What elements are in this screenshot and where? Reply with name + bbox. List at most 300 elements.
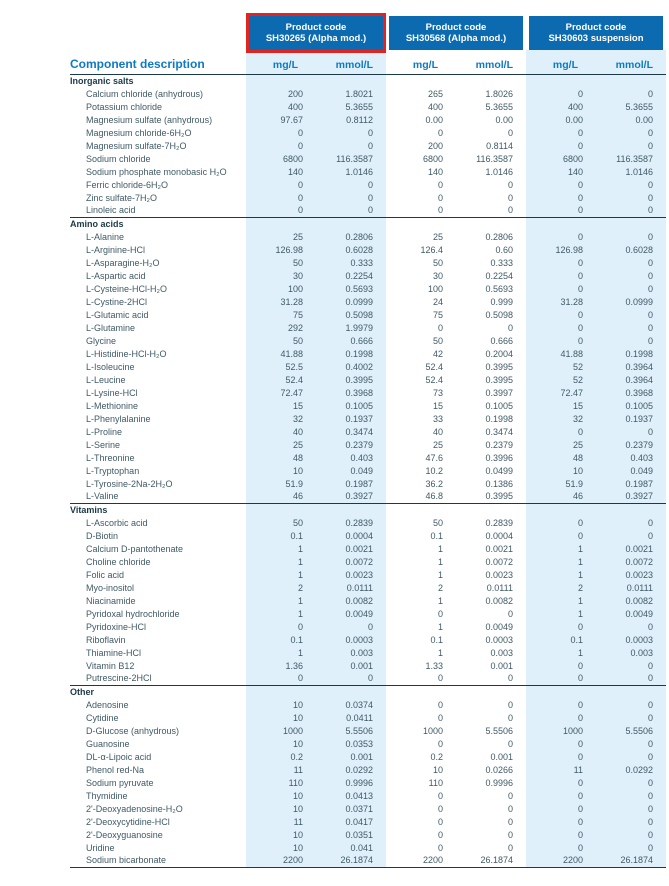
- section-title: Other: [70, 685, 246, 698]
- value-mmol-l: 26.1874: [586, 854, 666, 867]
- value-mmol-l: 0.001: [490, 751, 513, 762]
- value-mg-l: 0: [526, 776, 586, 789]
- component-row: [70, 256, 666, 269]
- component-row: [70, 802, 666, 815]
- component-row: [70, 516, 666, 529]
- value-mg-l: 140: [246, 165, 306, 178]
- value-mmol-l: 0.3996: [485, 452, 513, 463]
- component-label: Choline chloride: [86, 556, 151, 567]
- component-row: [70, 152, 666, 165]
- value-mmol-l: 0.049: [586, 464, 666, 477]
- component-label: Ferric chloride-6H₂O: [86, 179, 169, 190]
- value-mmol-l: 0.666: [306, 334, 386, 347]
- component-row: [70, 204, 666, 217]
- component-row: [70, 659, 666, 672]
- section-spacer-cell: [446, 685, 526, 698]
- component-label: L-Asparagine-H₂O: [86, 257, 160, 268]
- component-label: L-Aspartic acid: [86, 270, 146, 281]
- component-row: [70, 555, 666, 568]
- section-spacer-cell: [526, 217, 586, 230]
- value-mmol-l: 0.3968: [306, 386, 386, 399]
- value-mg-l: 0: [437, 179, 443, 190]
- product-code-header-row: [246, 16, 666, 50]
- product-code-value: SH30603 suspension: [548, 33, 644, 44]
- value-mg-l: 48: [246, 451, 306, 464]
- value-mmol-l: 0: [507, 322, 513, 333]
- value-mg-l: 0: [526, 815, 586, 828]
- value-mmol-l: 0.333: [306, 256, 386, 269]
- value-mmol-l: 0.0353: [306, 737, 386, 750]
- value-mmol-l: 0.999: [490, 296, 513, 307]
- component-row: [70, 789, 666, 802]
- value-mmol-l: 5.5506: [485, 725, 513, 736]
- section-spacer-cell: [586, 685, 666, 698]
- section-header-row: [70, 217, 666, 230]
- component-row: [70, 373, 666, 386]
- value-mmol-l: 0.8114: [486, 140, 513, 151]
- value-mmol-l: 0.0003: [586, 633, 666, 646]
- component-label: L-Threonine: [86, 452, 135, 463]
- component-row: [70, 334, 666, 347]
- value-mmol-l: 116.3587: [476, 153, 513, 164]
- unit-header-mmol-l: mmol/L: [306, 50, 386, 74]
- section-spacer-cell: [386, 217, 446, 230]
- component-label: Glycine: [86, 335, 117, 346]
- value-mg-l: 0: [526, 698, 586, 711]
- value-mg-l: 32: [526, 412, 586, 425]
- value-mmol-l: 26.1874: [446, 854, 526, 867]
- value-mmol-l: 0: [586, 750, 666, 763]
- section-spacer-cell: [246, 217, 306, 230]
- unit-header-mg-l: mg/L: [526, 50, 586, 74]
- value-mg-l: 15: [246, 399, 306, 412]
- value-mmol-l: 0: [507, 738, 513, 749]
- value-mg-l: 51.9: [246, 477, 306, 490]
- value-mg-l: 0: [526, 711, 586, 724]
- value-mmol-l: 0.0003: [485, 634, 513, 645]
- value-mg-l: 0: [437, 127, 443, 138]
- value-mg-l: 30: [246, 269, 306, 282]
- value-mmol-l: 0.001: [490, 660, 513, 671]
- value-mmol-l: 0.2806: [306, 230, 386, 243]
- section-header-row: [70, 503, 666, 516]
- component-row: [70, 581, 666, 594]
- component-label: Cytidine: [86, 712, 119, 723]
- value-mmol-l: 0: [507, 699, 513, 710]
- component-label: Pyridoxal hydrochloride: [86, 608, 180, 619]
- component-row: [70, 776, 666, 789]
- component-label: L-Tyrosine-2Na-2H₂O: [86, 478, 173, 489]
- value-mmol-l: 0.049: [306, 464, 386, 477]
- value-mg-l: 51.9: [526, 477, 586, 490]
- component-row: [70, 399, 666, 412]
- product-code-box: [529, 16, 663, 50]
- value-mg-l: 1.33: [425, 660, 443, 671]
- product-header-sh30265: [246, 16, 386, 50]
- product-code-box-highlighted: [249, 16, 383, 50]
- value-mg-l: 2: [437, 582, 443, 593]
- value-mg-l: 0: [526, 672, 586, 685]
- value-mg-l: 2: [246, 581, 306, 594]
- value-mg-l: 0: [246, 620, 306, 633]
- component-row: [70, 230, 666, 243]
- value-mg-l: 31.28: [246, 295, 306, 308]
- value-mg-l: 0: [246, 191, 306, 204]
- value-mmol-l: 0.0111: [486, 582, 513, 593]
- value-mmol-l: 0.5098: [485, 309, 513, 320]
- value-mg-l: 52.4: [425, 374, 443, 385]
- value-mg-l: 126.98: [246, 243, 306, 256]
- value-mmol-l: 0.403: [306, 451, 386, 464]
- value-mmol-l: 0: [586, 737, 666, 750]
- value-mg-l: 50: [432, 517, 443, 528]
- value-mg-l: 75: [432, 309, 443, 320]
- component-row: [70, 438, 666, 451]
- value-mmol-l: 0.0049: [306, 607, 386, 620]
- component-label: Sodium chloride: [86, 153, 151, 164]
- value-mg-l: 50: [246, 256, 306, 269]
- component-label: L-Cystine-2HCl: [86, 296, 148, 307]
- value-mmol-l: 0.3474: [485, 426, 513, 437]
- component-row: [70, 464, 666, 477]
- component-row: [70, 724, 666, 737]
- value-mg-l: 41.88: [246, 347, 306, 360]
- value-mg-l: 0.00: [425, 114, 443, 125]
- value-mmol-l: 0.1998: [586, 347, 666, 360]
- value-mmol-l: 0.1987: [306, 477, 386, 490]
- component-row: [70, 165, 666, 178]
- value-mg-l: 1: [526, 646, 586, 659]
- value-mg-l: 6800: [246, 152, 306, 165]
- value-mg-l: 15: [526, 399, 586, 412]
- value-mmol-l: 0: [586, 256, 666, 269]
- value-mg-l: 25: [432, 231, 443, 242]
- value-mg-l: 1: [526, 568, 586, 581]
- unit-header-mmol-l: mmol/L: [475, 58, 513, 71]
- value-mmol-l: 0.6028: [306, 243, 386, 256]
- value-mmol-l: 0.3995: [306, 373, 386, 386]
- value-mg-l: 0: [437, 829, 443, 840]
- value-mmol-l: 0.0082: [485, 595, 513, 606]
- value-mg-l: 0: [526, 659, 586, 672]
- component-table-body: [70, 74, 666, 867]
- component-row: [70, 737, 666, 750]
- value-mg-l: 0: [526, 178, 586, 191]
- value-mmol-l: 0: [586, 139, 666, 152]
- value-mg-l: 1.36: [246, 659, 306, 672]
- value-mmol-l: 0.2379: [306, 438, 386, 451]
- value-mg-l: 40: [246, 425, 306, 438]
- value-mg-l: 0: [246, 139, 306, 152]
- value-mmol-l: 0: [586, 789, 666, 802]
- value-mmol-l: 0.003: [586, 646, 666, 659]
- value-mg-l: 10: [246, 464, 306, 477]
- value-mmol-l: 0: [507, 127, 513, 138]
- value-mg-l: 0: [526, 126, 586, 139]
- value-mmol-l: 0.9996: [306, 776, 386, 789]
- value-mmol-l: 26.1874: [306, 854, 386, 867]
- value-mg-l: 400: [246, 100, 306, 113]
- value-mmol-l: 0.0072: [306, 555, 386, 568]
- section-title: Inorganic salts: [70, 74, 246, 87]
- value-mmol-l: 0: [586, 282, 666, 295]
- value-mg-l: 1: [437, 556, 443, 567]
- value-mmol-l: 0: [586, 230, 666, 243]
- component-label: DL-α-Lipoic acid: [86, 751, 152, 762]
- component-label: Phenol red-Na: [86, 764, 145, 775]
- component-label: D-Biotin: [86, 530, 119, 541]
- component-label: Sodium phosphate monobasic H₂O: [86, 166, 227, 177]
- value-mg-l: 0: [526, 139, 586, 152]
- section-spacer-cell: [306, 74, 386, 87]
- value-mmol-l: 0.5098: [306, 308, 386, 321]
- component-label: Uridine: [86, 842, 115, 853]
- component-label: L-Glutamine: [86, 322, 136, 333]
- value-mg-l: 0: [437, 816, 443, 827]
- value-mmol-l: 0.5693: [306, 282, 386, 295]
- value-mg-l: 0: [437, 608, 443, 619]
- value-mmol-l: 5.5506: [586, 724, 666, 737]
- value-mg-l: 0: [526, 334, 586, 347]
- product-code-label: Product code: [565, 21, 627, 33]
- value-mg-l: 0: [526, 230, 586, 243]
- value-mg-l: 0: [526, 269, 586, 282]
- component-label: Pyridoxine-HCl: [86, 621, 147, 632]
- value-mg-l: 52.5: [246, 360, 306, 373]
- value-mmol-l: 0.9996: [485, 777, 513, 788]
- value-mg-l: 0: [526, 308, 586, 321]
- value-mg-l: 50: [432, 257, 443, 268]
- value-mg-l: 0.1: [430, 634, 443, 645]
- value-mmol-l: 0.1998: [485, 413, 513, 424]
- value-mmol-l: 0.0999: [306, 295, 386, 308]
- value-mmol-l: 0.1005: [485, 400, 513, 411]
- section-title: Amino acids: [70, 217, 246, 230]
- value-mmol-l: 0: [507, 712, 513, 723]
- value-mmol-l: 0: [507, 608, 513, 619]
- section-spacer-cell: [306, 503, 386, 516]
- value-mmol-l: 0: [306, 620, 386, 633]
- value-mg-l: 0: [526, 191, 586, 204]
- component-row: [70, 360, 666, 373]
- component-row: [70, 607, 666, 620]
- value-mmol-l: 0.003: [490, 647, 513, 658]
- value-mg-l: 0.1: [246, 529, 306, 542]
- section-spacer-cell: [306, 685, 386, 698]
- value-mmol-l: 0.0023: [485, 569, 513, 580]
- value-mg-l: 0: [437, 790, 443, 801]
- value-mg-l: 0: [526, 87, 586, 100]
- value-mg-l: 1: [246, 646, 306, 659]
- value-mmol-l: 0: [306, 178, 386, 191]
- value-mg-l: 2: [526, 581, 586, 594]
- value-mmol-l: 0.3997: [485, 387, 513, 398]
- value-mmol-l: 0: [586, 828, 666, 841]
- value-mmol-l: 116.3587: [306, 152, 386, 165]
- value-mmol-l: 0.0082: [306, 594, 386, 607]
- product-code-value: SH30568 (Alpha mod.): [405, 33, 507, 44]
- value-mg-l: 1: [437, 569, 443, 580]
- value-mmol-l: 0.6028: [586, 243, 666, 256]
- unit-header-mmol-l: mmol/L: [586, 50, 666, 74]
- component-label: L-Isoleucine: [86, 361, 135, 372]
- section-spacer-cell: [586, 503, 666, 516]
- section-header-row: [70, 74, 666, 87]
- section-spacer-cell: [386, 503, 446, 516]
- value-mmol-l: 0: [586, 87, 666, 100]
- value-mg-l: 0.00: [526, 113, 586, 126]
- component-label: L-Glutamic acid: [86, 309, 149, 320]
- value-mmol-l: 0.001: [306, 659, 386, 672]
- value-mg-l: 31.28: [526, 295, 586, 308]
- value-mmol-l: 0.2379: [586, 438, 666, 451]
- value-mg-l: 25: [246, 230, 306, 243]
- value-mg-l: 0: [246, 126, 306, 139]
- section-spacer-cell: [246, 74, 306, 87]
- value-mg-l: 1000: [422, 725, 443, 736]
- value-mg-l: 0: [526, 789, 586, 802]
- value-mmol-l: 0.00: [586, 113, 666, 126]
- value-mg-l: 33: [432, 413, 443, 424]
- value-mg-l: 0: [437, 712, 443, 723]
- value-mg-l: 1: [526, 607, 586, 620]
- component-label: L-Alanine: [86, 231, 125, 242]
- value-mmol-l: 0.3995: [485, 361, 513, 372]
- component-row: [70, 750, 666, 763]
- value-mmol-l: 0.0411: [306, 711, 386, 724]
- section-spacer-cell: [246, 685, 306, 698]
- value-mmol-l: 0: [507, 179, 513, 190]
- value-mg-l: 0: [526, 282, 586, 295]
- component-row: [70, 828, 666, 841]
- value-mmol-l: 0.5693: [485, 283, 513, 294]
- value-mg-l: 400: [526, 100, 586, 113]
- component-row: [70, 269, 666, 282]
- value-mmol-l: 0.0111: [586, 581, 666, 594]
- value-mg-l: 75: [246, 308, 306, 321]
- value-mmol-l: 0.1005: [306, 399, 386, 412]
- value-mg-l: 0: [246, 204, 306, 217]
- component-label: Vitamin B12: [86, 660, 135, 671]
- value-mg-l: 265: [427, 88, 443, 99]
- component-label: L-Serine: [86, 439, 121, 450]
- value-mmol-l: 0: [586, 308, 666, 321]
- product-header-sh30603: [526, 16, 666, 50]
- value-mg-l: 52: [526, 373, 586, 386]
- value-mg-l: 1: [437, 543, 443, 554]
- component-row: [70, 308, 666, 321]
- value-mg-l: 52: [526, 360, 586, 373]
- value-mmol-l: 0: [586, 672, 666, 685]
- component-label: 2'-Deoxyguanosine: [86, 829, 163, 840]
- component-row: [70, 698, 666, 711]
- component-row: [70, 243, 666, 256]
- value-mg-l: 41.88: [526, 347, 586, 360]
- component-row: [70, 412, 666, 425]
- value-mg-l: 46.8: [425, 491, 443, 502]
- value-mmol-l: 1.0146: [485, 166, 513, 177]
- value-mg-l: 0: [437, 803, 443, 814]
- value-mg-l: 126.4: [420, 244, 443, 255]
- value-mg-l: 36.2: [425, 478, 443, 489]
- value-mmol-l: 0.0023: [586, 568, 666, 581]
- component-row: [70, 633, 666, 646]
- value-mg-l: 2200: [246, 854, 306, 867]
- value-mmol-l: 0.0111: [306, 581, 386, 594]
- value-mmol-l: 0.0021: [306, 542, 386, 555]
- value-mmol-l: 0.3927: [586, 490, 666, 503]
- value-mmol-l: 0.0004: [485, 530, 513, 541]
- product-header-sh30568: [386, 16, 526, 50]
- component-row: [70, 87, 666, 100]
- value-mg-l: 0.2: [246, 750, 306, 763]
- value-mg-l: 2200: [526, 854, 586, 867]
- value-mmol-l: 5.5506: [306, 724, 386, 737]
- component-label: L-Cysteine-HCl-H₂O: [86, 283, 168, 294]
- component-label: Adenosine: [86, 699, 129, 710]
- value-mg-l: 32: [246, 412, 306, 425]
- value-mmol-l: 0.3474: [306, 425, 386, 438]
- value-mmol-l: 0.1998: [306, 347, 386, 360]
- value-mmol-l: 0.2004: [485, 348, 513, 359]
- value-mmol-l: 0: [586, 698, 666, 711]
- value-mg-l: 0: [437, 738, 443, 749]
- value-mmol-l: 0.8112: [306, 113, 386, 126]
- value-mmol-l: 0.2379: [485, 439, 513, 450]
- section-spacer-cell: [446, 503, 526, 516]
- section-title: Vitamins: [70, 503, 246, 516]
- value-mmol-l: 0.0999: [586, 295, 666, 308]
- value-mmol-l: 0.3964: [586, 373, 666, 386]
- value-mg-l: 50: [246, 516, 306, 529]
- component-row: [70, 451, 666, 464]
- value-mg-l: 1: [437, 621, 443, 632]
- value-mg-l: 52.4: [425, 361, 443, 372]
- value-mg-l: 0: [526, 516, 586, 529]
- value-mg-l: 126.98: [526, 243, 586, 256]
- value-mmol-l: 116.3587: [586, 152, 666, 165]
- value-mg-l: 11: [246, 763, 306, 776]
- value-mmol-l: 0.0023: [306, 568, 386, 581]
- component-label: L-Phenylalanine: [86, 413, 151, 424]
- value-mg-l: 10: [246, 802, 306, 815]
- component-row: [70, 178, 666, 191]
- component-row: [70, 854, 666, 867]
- value-mmol-l: 0.1005: [586, 399, 666, 412]
- value-mg-l: 47.6: [425, 452, 443, 463]
- value-mmol-l: 0.0371: [306, 802, 386, 815]
- component-label: Thymidine: [86, 790, 128, 801]
- component-label: L-Methionine: [86, 400, 139, 411]
- value-mmol-l: 0: [507, 790, 513, 801]
- value-mg-l: 1: [246, 542, 306, 555]
- value-mg-l: 24: [432, 296, 443, 307]
- value-mmol-l: 0: [586, 425, 666, 438]
- component-label: Calcium D-pantothenate: [86, 543, 184, 554]
- component-row: [70, 815, 666, 828]
- value-mg-l: 0: [437, 842, 443, 853]
- value-mmol-l: 1.8021: [306, 87, 386, 100]
- component-table: [70, 50, 666, 868]
- value-mmol-l: 0.0003: [306, 633, 386, 646]
- value-mg-l: 0: [526, 841, 586, 854]
- product-code-label: Product code: [425, 21, 487, 33]
- component-row: [70, 711, 666, 724]
- value-mmol-l: 0.0499: [485, 465, 513, 476]
- value-mmol-l: 1.9979: [306, 321, 386, 334]
- section-spacer-cell: [306, 217, 386, 230]
- value-mmol-l: 0.0292: [306, 763, 386, 776]
